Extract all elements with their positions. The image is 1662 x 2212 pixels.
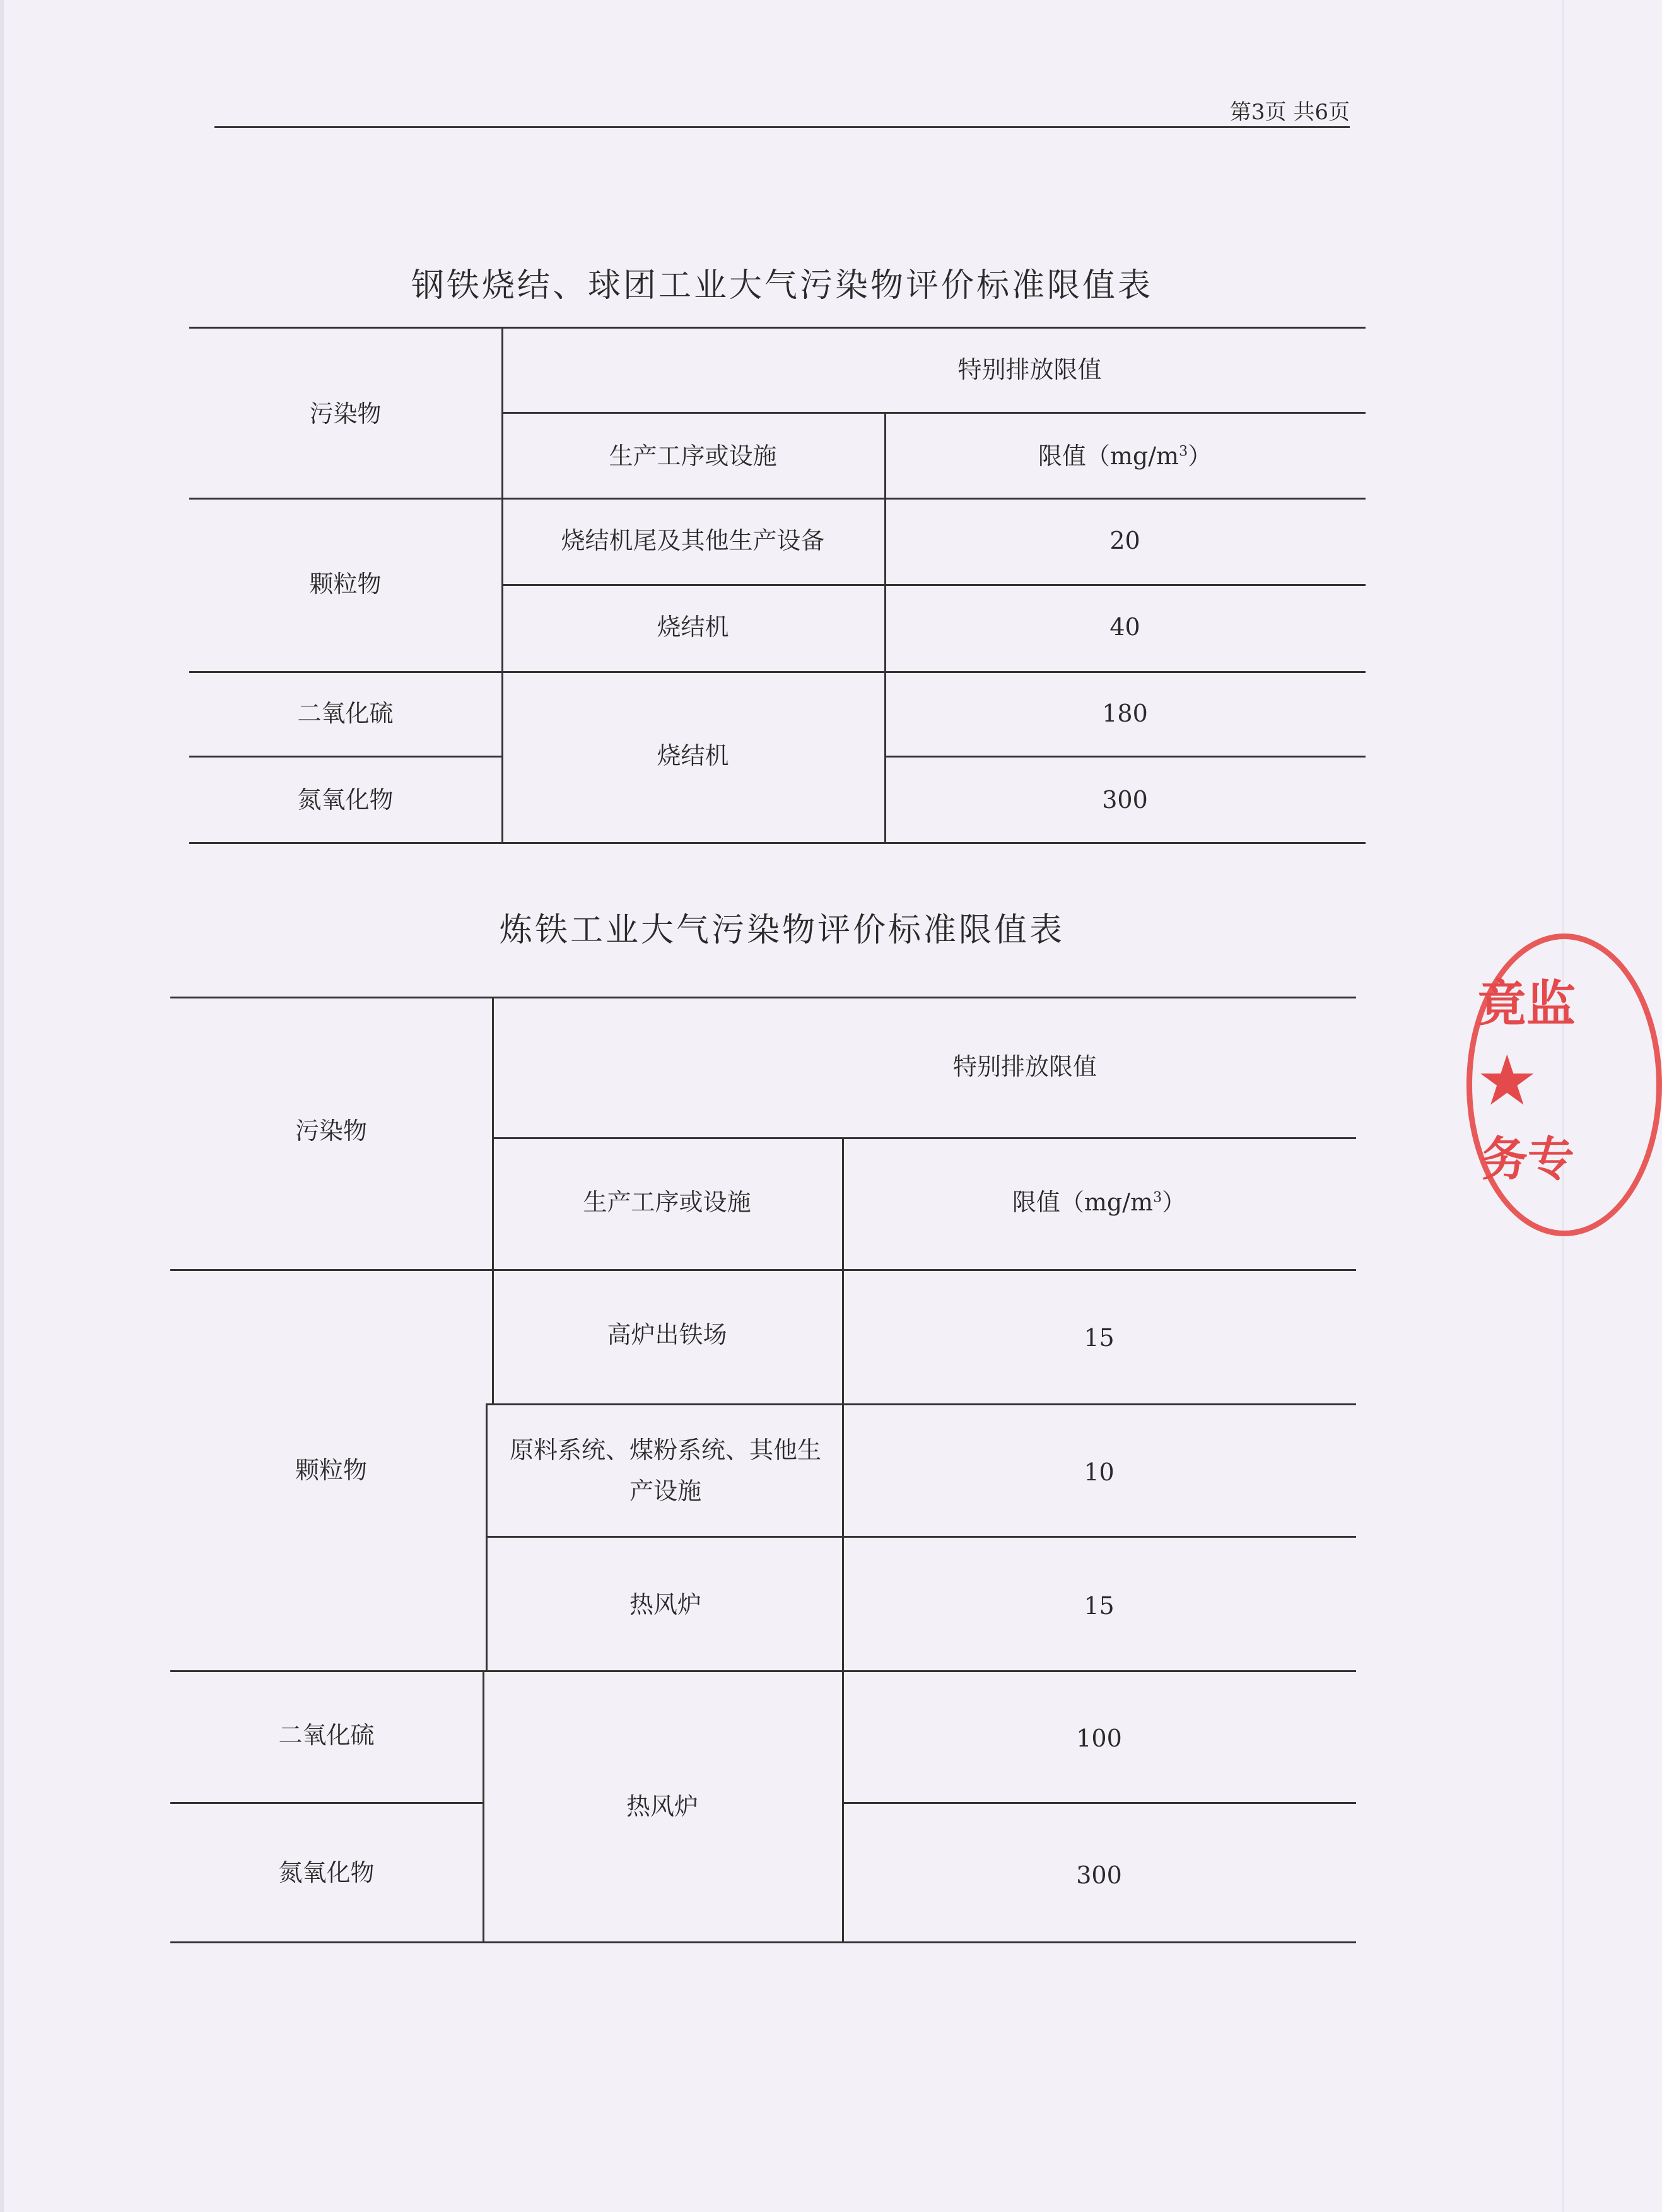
table2-process: 热风炉 xyxy=(626,1793,698,1820)
table2-rule xyxy=(170,1941,1356,1943)
table2-rule xyxy=(170,1802,483,1804)
table2-process: 产设施 xyxy=(629,1477,701,1505)
table2-limit: 15 xyxy=(1084,1592,1115,1620)
table2-process: 原料系统、煤粉系统、其他生 xyxy=(509,1436,821,1464)
table2-header-special-limit: 特别排放限值 xyxy=(952,1053,1097,1080)
table1-process: 烧结机尾及其他生产设备 xyxy=(561,527,825,554)
table1-header-process: 生产工序或设施 xyxy=(609,442,777,470)
table1-rule xyxy=(189,842,1366,844)
table1-rule xyxy=(501,584,1366,586)
table1-title: 钢铁烧结、球团工业大气污染物评价标准限值表 xyxy=(411,267,1153,305)
table2-pollutant-particulate: 颗粒物 xyxy=(295,1456,367,1484)
table2-rule xyxy=(170,997,1356,998)
table2-rule xyxy=(842,1802,1356,1804)
table2-header-pollutant: 污染物 xyxy=(295,1117,367,1145)
table2-rule xyxy=(486,1403,1356,1405)
table1-pollutant-so2: 二氧化硫 xyxy=(297,699,394,727)
table1-limit: 180 xyxy=(1102,699,1148,727)
table1-rule xyxy=(189,327,1366,329)
table1-rule xyxy=(884,756,1366,758)
table2-limit: 100 xyxy=(1076,1724,1122,1752)
table1-rule xyxy=(501,412,1366,414)
table2-rule xyxy=(170,1269,1356,1271)
table1-process: 烧结机 xyxy=(657,742,729,770)
table2-process: 高炉出铁场 xyxy=(607,1321,727,1349)
table2-rule xyxy=(486,1536,1356,1538)
seal-text: 务专 xyxy=(1481,1132,1574,1186)
table1-process: 烧结机 xyxy=(657,613,729,641)
table2-limit: 10 xyxy=(1084,1458,1115,1486)
table2-rule xyxy=(486,1403,488,1670)
table2-pollutant-nox: 氮氧化物 xyxy=(278,1859,375,1887)
table1-header-limit: 限值$(mg/m^3)$ xyxy=(1038,442,1212,470)
table2-rule xyxy=(170,1670,1356,1672)
seal-text: 竟监 xyxy=(1477,975,1576,1033)
table1-limit: 300 xyxy=(1102,786,1148,814)
table2-limit: 300 xyxy=(1076,1861,1122,1889)
table1-pollutant-particulate: 颗粒物 xyxy=(309,570,382,598)
table1-limit: 20 xyxy=(1109,527,1140,554)
table2-header-process: 生产工序或设施 xyxy=(583,1188,751,1216)
header-rule xyxy=(214,126,1350,128)
page-number: 第3页 共6页 xyxy=(1229,100,1350,125)
table2-pollutant-so2: 二氧化硫 xyxy=(278,1721,375,1749)
table2-limit: 15 xyxy=(1084,1324,1115,1352)
table2-rule xyxy=(492,1137,1356,1139)
table1-rule xyxy=(189,756,501,758)
table1-limit: 40 xyxy=(1109,613,1140,641)
seal-star-icon: ★ xyxy=(1476,1040,1538,1121)
table1-rule xyxy=(189,671,1366,673)
table1-rule xyxy=(189,498,1366,500)
official-seal xyxy=(1466,933,1662,1236)
table2-rule xyxy=(842,1137,844,1941)
table1-pollutant-nox: 氮氧化物 xyxy=(297,786,394,814)
table2-header-limit: 限值$(mg/m^3)$ xyxy=(1012,1188,1186,1216)
table2-process: 热风炉 xyxy=(629,1591,701,1618)
table1-header-special-limit: 特别排放限值 xyxy=(957,356,1102,383)
table1-header-pollutant: 污染物 xyxy=(309,400,382,428)
table2-title: 炼铁工业大气污染物评价标准限值表 xyxy=(499,911,1065,949)
